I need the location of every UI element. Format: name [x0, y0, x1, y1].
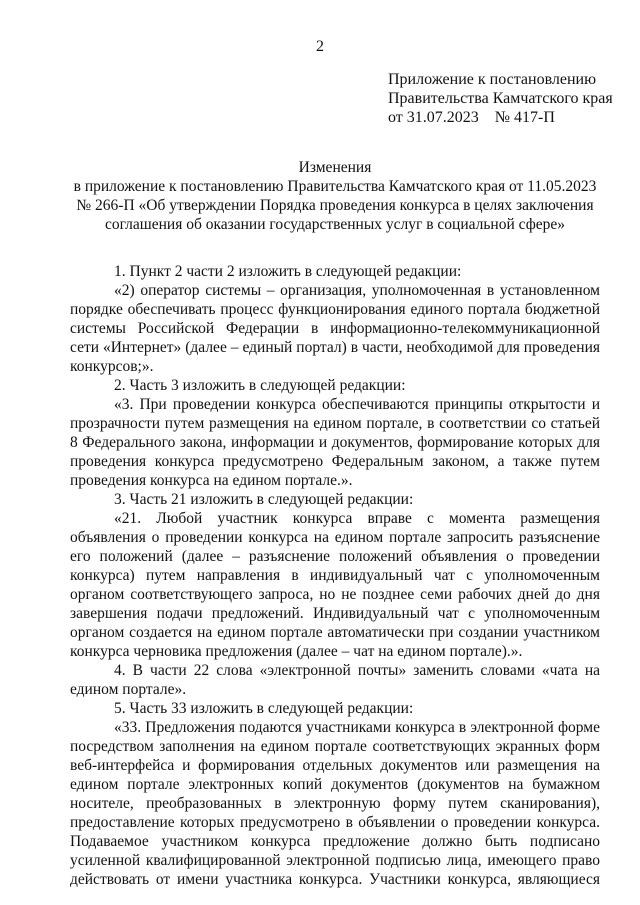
appendix-header — [388, 70, 613, 127]
document-heading — [70, 158, 600, 234]
paragraph-1: 1. Пункт 2 части 2 изложить в следующей редакции: — [114, 263, 462, 280]
paragraph-4: «3. При проведении конкурса обеспечиваются принципы открытости и прозрачности путем размещения на едином портале, в соответствии со статьей 8 Федерального закона, информации и документов, формирование которых для проведения конкурса предусмотрено Федеральным законом, а также путем проведения конкурса на едином портале.». — [70, 396, 600, 489]
appendix-date-line — [388, 108, 613, 127]
document-body — [70, 262, 600, 889]
heading-line-1: в приложение к постановлению Правительства Камчатского края от 11.05.2023 — [73, 178, 597, 195]
paragraph-8: 5. Часть 33 изложить в следующей редакции: — [114, 700, 414, 717]
paragraph-6: «21. Любой участник конкурса вправе с момента размещения объявления о проведении конкурса на едином портале запросить разъяснение его положений (далее – разъяснение положений объявления о проведении конкурса) путем направления в индивидуальный чат с уполномоченным органом соответствующего запроса, но не позднее семи рабочих дней до дня завершения подачи предложений. Индивидуальный чат с уполномоченным органом создается на едином портале автоматически при создании участником конкурса черновика предложения (далее – чат на едином портале).». — [70, 510, 600, 660]
appendix-line-1: Приложение к постановлению — [388, 71, 597, 88]
heading-line-2: № 266-П «Об утверждении Порядка проведения конкурса в целях заключения — [76, 197, 594, 214]
appendix-line-2: Правительства Камчатского края — [388, 90, 613, 107]
paragraph-5: 3. Часть 21 изложить в следующей редакции: — [114, 491, 414, 508]
paragraph-2: «2) оператор системы – организация, уполномоченная в установленном порядке обеспечивать процесс функционирования единого портала бюджетной системы Российской Федерации в информационно-телекоммуникационной сети «Интернет» (далее – единый портал) в части, необходимой для проведения конкурсов;». — [70, 282, 600, 375]
appendix-number: № 417-П — [494, 109, 555, 126]
paragraph-9: «33. Предложения подаются участниками конкурса в электронной форме посредством заполнения на едином портале соответствующих экранных форм веб-интерфейса и формирования отдельных документов или размещения на едином портале электронных копий документов (документов на бумажном носителе, преобразованных в электронную форму путем сканирования), предоставление которых предусмотрено в объявлении о проведении конкурса. Подаваемое участником конкурса предложение должно быть подписано усиленной квалифицированной электронной подписью лица, имеющего право действовать от имени участника конкурса. Участники конкурса, являющиеся — [70, 719, 600, 888]
page-number: 2 — [316, 38, 324, 55]
heading-line-3: соглашения об оказании государственных услуг в социальной сфере» — [104, 216, 566, 233]
paragraph-7: 4. В части 22 слова «электронной почты» заменить словами «чата на едином портале». — [70, 662, 600, 698]
appendix-date: от 31.07.2023 — [388, 109, 479, 126]
paragraph-3: 2. Часть 3 изложить в следующей редакции: — [114, 377, 406, 394]
heading-title: Изменения — [298, 159, 372, 176]
